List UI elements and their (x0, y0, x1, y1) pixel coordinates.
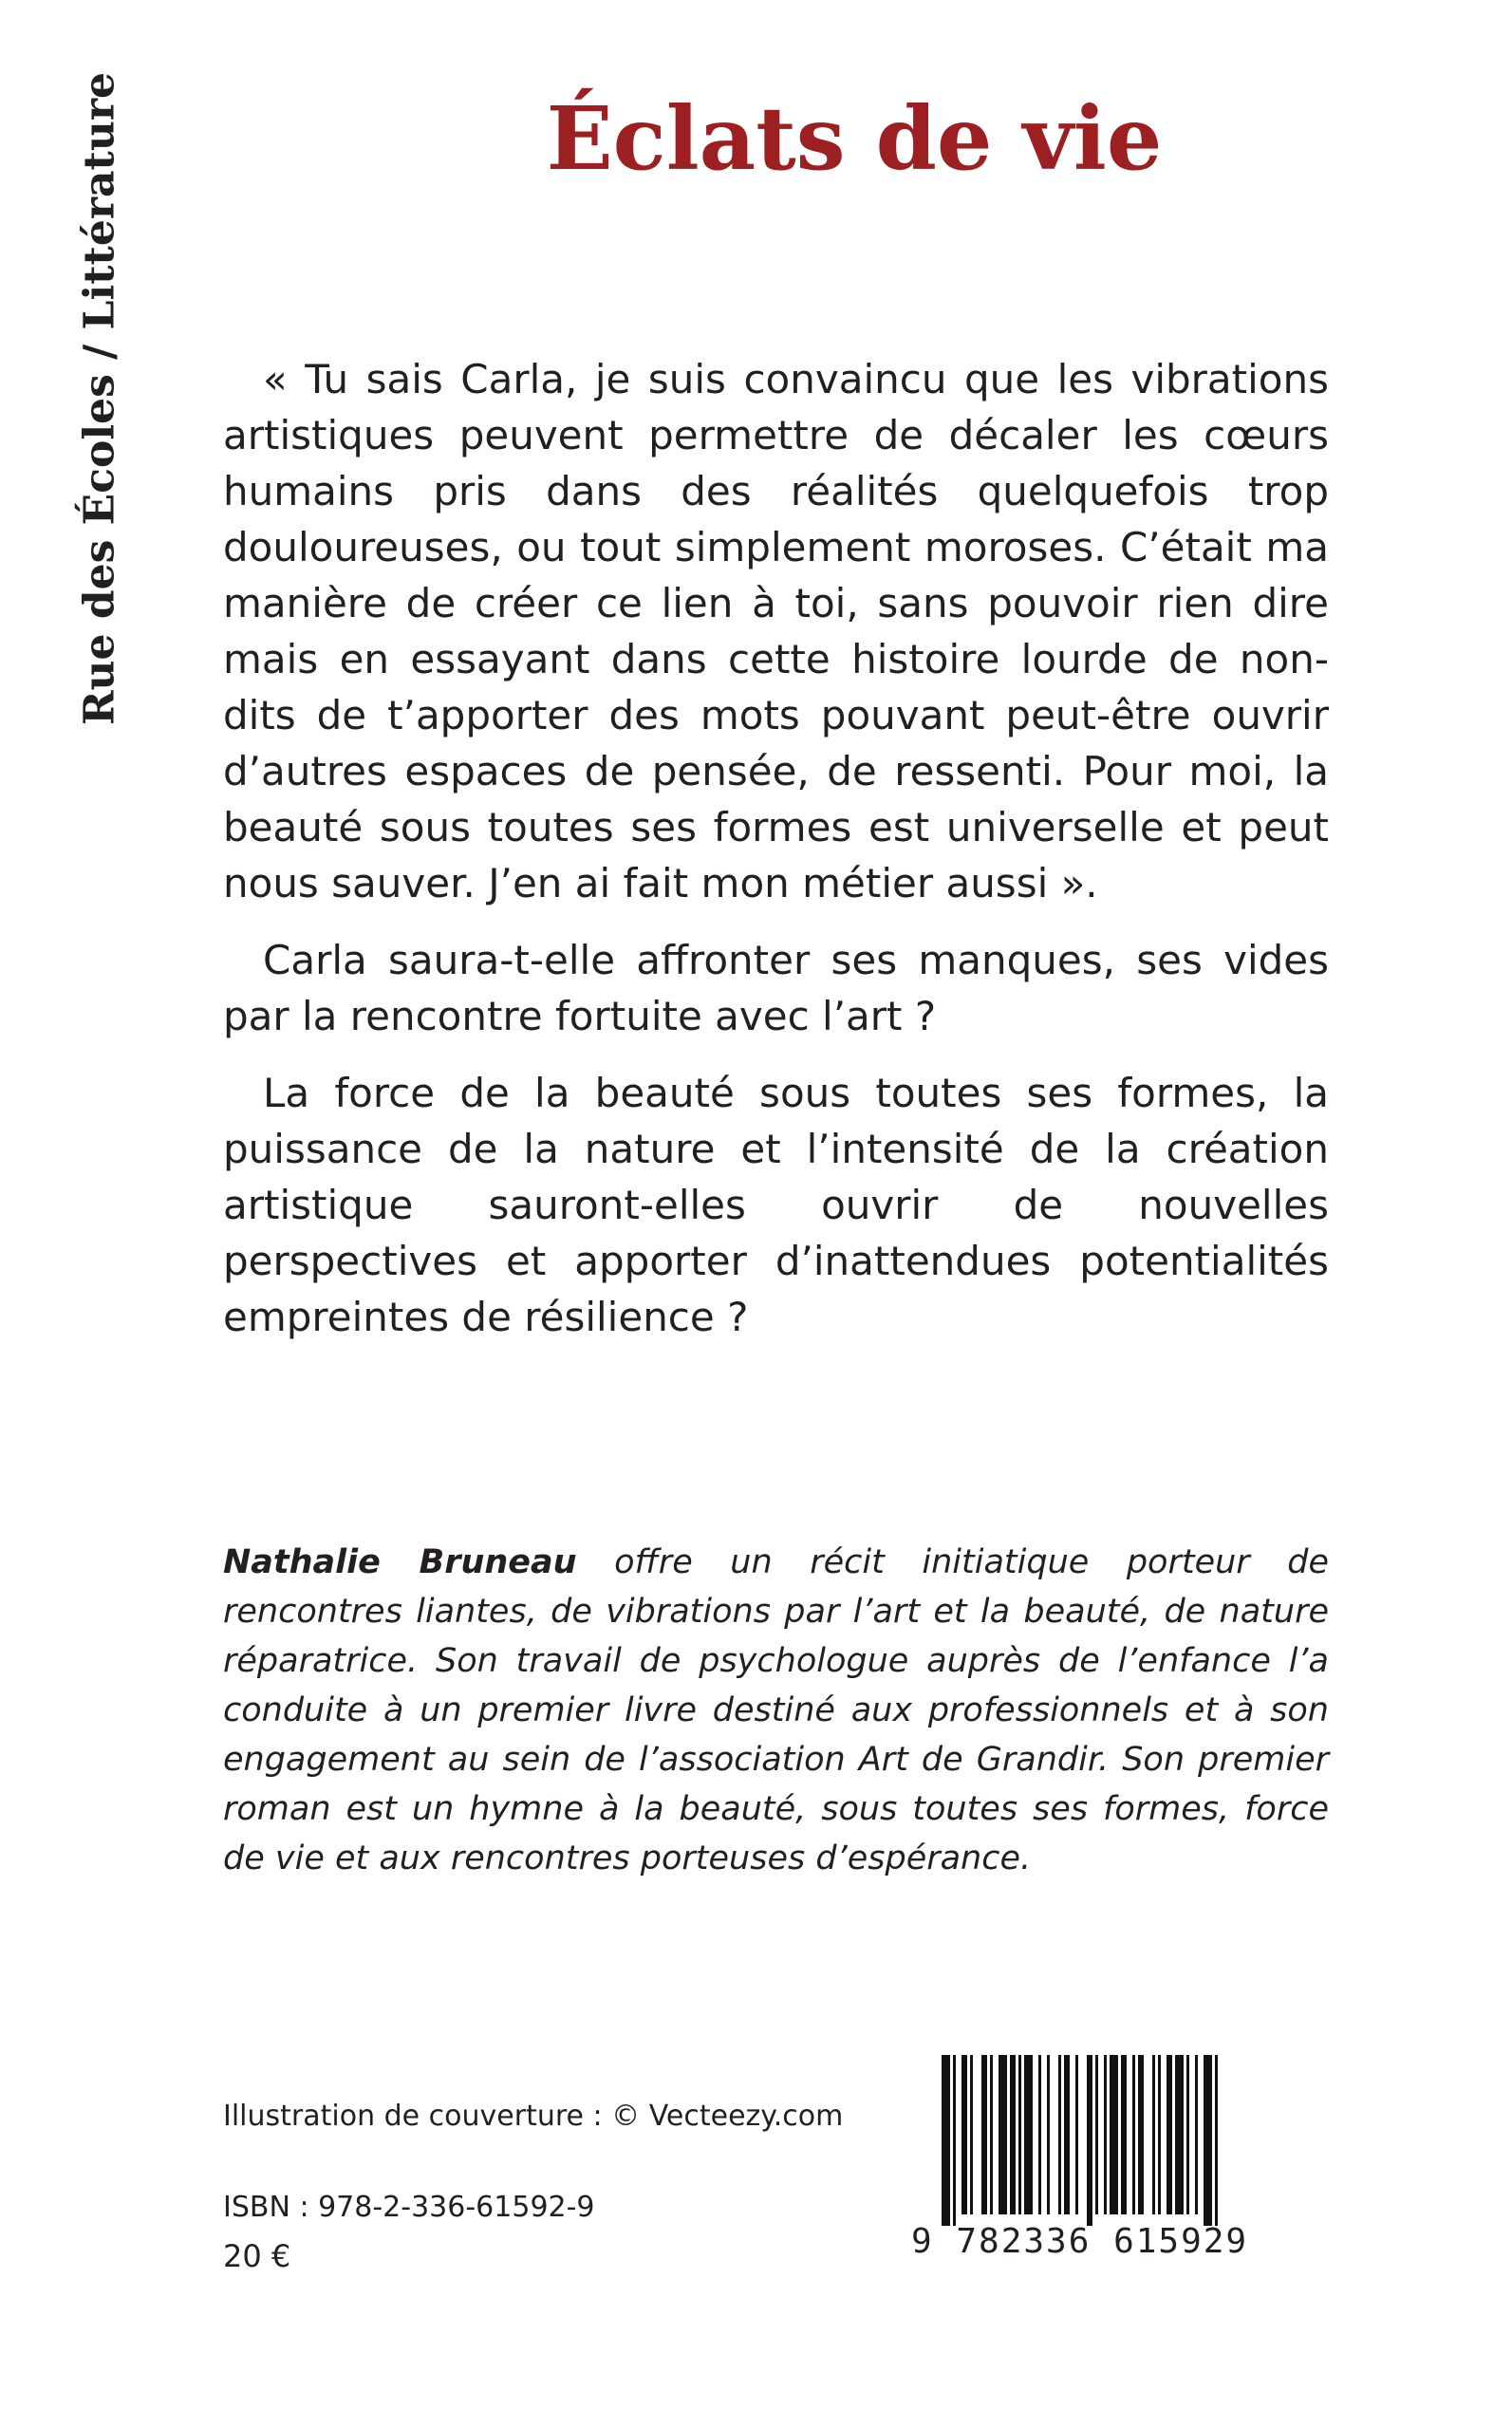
blurb-paragraph: Carla saura-t-elle affronter ses manques, ses vides par la rencontre fortuite avec l’art ? (223, 937, 1329, 1039)
barcode-bar (942, 2055, 950, 2226)
barcode-bar (1158, 2055, 1161, 2214)
barcode-bar (999, 2055, 1007, 2214)
back-cover-blurb (223, 351, 1329, 1366)
barcode-bar (1110, 2055, 1118, 2214)
barcode-bar (990, 2055, 993, 2214)
barcode-bar (1095, 2055, 1098, 2214)
barcode-bar (1087, 2055, 1092, 2226)
barcode-bar (1064, 2055, 1070, 2214)
author-name: Nathalie Bruneau (223, 1543, 577, 1581)
isbn: ISBN : 978-2-336-61592-9 (223, 2191, 595, 2224)
barcode-bar (953, 2055, 956, 2226)
cover-credits: Illustration de couverture : © Vecteezy.com (223, 2100, 844, 2133)
barcode-bar (1058, 2055, 1061, 2214)
blurb-paragraph: La force de la beauté sous toutes ses formes, la puissance de la nature et l’intensité de la création artistique sauront-elles ouvrir de nouvelles perspectives et apporter d’inattendues potentialités empreintes de résilience ? (223, 1070, 1329, 1340)
spine-text: Rue des Écoles / Littérature (75, 71, 124, 726)
barcode-bar (1167, 2055, 1172, 2214)
blurb-paragraph: « Tu sais Carla, je suis convaincu que les vibrations artistiques peuvent permettre de décaler les cœurs humains pris dans des réalités quelquefois trop douloureuses, ou tout simplement moroses. C’était ma manière de créer ce lien à toi, sans pouvoir rien dire mais en essayant dans cette histoire lourde de non-dits de t’apporter des mots pouvant peut-être ouvrir d’autres espaces de pensée, de ressenti. Pour moi, la beauté sous toutes ses formes est universelle et peut nous sauver. J’en ai fait mon métier aussi ». (223, 356, 1329, 906)
barcode-bar (1121, 2055, 1127, 2214)
barcode-bar (1075, 2055, 1078, 2214)
barcode-bar (1104, 2055, 1107, 2214)
barcode-bar (1018, 2055, 1021, 2214)
book-title: Éclats de vie (546, 87, 1163, 190)
barcode-bar (961, 2055, 967, 2214)
author-bio (223, 1538, 1329, 1883)
barcode-bar (1195, 2055, 1198, 2214)
spine-label (62, 71, 138, 726)
barcode-bar (1047, 2055, 1050, 2214)
barcode-bar (1038, 2055, 1041, 2214)
price: 20 € (223, 2238, 291, 2274)
barcode-icon (942, 2055, 1283, 2226)
barcode-bar (970, 2055, 973, 2214)
author-bio-text: offre un récit initiatique porteur de rencontres liantes, de vibrations par l’art et la beauté, de nature réparatrice. Son travail de psychologue auprès de l’enfance l’a conduite à un premier livre destiné aux professionnels et à son engagement au sein de l’association Art de Grandir. Son premier roman est un hymne à la beauté, sous toutes ses formes, force de vie et aux rencontres porteuses d’espérance. (223, 1543, 1329, 1877)
barcode-bar (1175, 2055, 1184, 2214)
barcode-bar (1152, 2055, 1155, 2214)
barcode-bar (1132, 2055, 1135, 2214)
barcode-bar (981, 2055, 987, 2214)
barcode (911, 2055, 1291, 2261)
barcode-digits: 9 782336 615929 (911, 2222, 1249, 2261)
barcode-bar (1186, 2055, 1189, 2214)
barcode-bar (1024, 2055, 1033, 2214)
barcode-bar (1215, 2055, 1218, 2226)
barcode-bar (1138, 2055, 1144, 2214)
barcode-bar (1010, 2055, 1016, 2214)
barcode-bar (1204, 2055, 1212, 2226)
